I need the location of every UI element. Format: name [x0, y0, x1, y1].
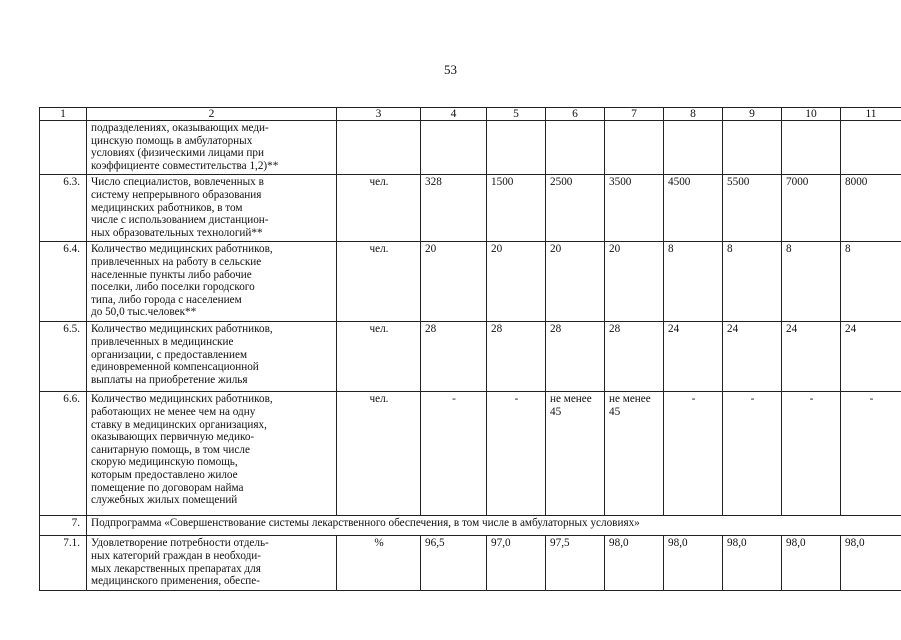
table-row: [40, 392, 901, 516]
value-cell: 98,0: [841, 536, 901, 590]
unit-cell: [337, 121, 421, 175]
row-number: 7.1.: [40, 536, 87, 590]
value-cell: не менее 45: [546, 392, 605, 516]
value-cell: 24: [664, 322, 723, 392]
value-cell: [664, 121, 723, 175]
header-cell: 1: [40, 108, 87, 121]
indicator-description: Количество медицинских работников, привлеченных в медицинские организации, с предоставлением единовременной компенсационной выплаты на приобретение жилья: [87, 322, 337, 392]
table-row: [40, 516, 901, 536]
row-number: 6.4.: [40, 242, 87, 322]
value-cell: 20: [605, 242, 664, 322]
value-cell: [487, 121, 546, 175]
value-cell: 98,0: [723, 536, 782, 590]
value-cell: 5500: [723, 175, 782, 242]
header-cell: 7: [605, 108, 664, 121]
header-cell: 5: [487, 108, 546, 121]
value-cell: [546, 121, 605, 175]
value-cell: 98,0: [782, 536, 841, 590]
value-cell: 8: [723, 242, 782, 322]
table-row: [40, 242, 901, 322]
table-row: [40, 175, 901, 242]
value-cell: 2500: [546, 175, 605, 242]
value-cell: 97,5: [546, 536, 605, 590]
unit-cell: чел.: [337, 242, 421, 322]
value-cell: 1500: [487, 175, 546, 242]
value-cell: 8: [841, 242, 901, 322]
value-cell: 8000: [841, 175, 901, 242]
value-cell: [841, 121, 901, 175]
header-cell: 4: [421, 108, 487, 121]
indicator-description: подразделениях, оказывающих меди- цинскую помощь в амбулаторных условиях (физическими лицами при коэффициенте совместительства 1,2)**: [87, 121, 337, 175]
value-cell: 24: [782, 322, 841, 392]
value-cell: 20: [421, 242, 487, 322]
value-cell: [782, 121, 841, 175]
value-cell: 28: [421, 322, 487, 392]
value-cell: -: [723, 392, 782, 516]
section-title: Подпрограмма «Совершенствование системы лекарственного обеспечения, в том числе в амбулаторных условиях»: [87, 516, 901, 536]
value-cell: 7000: [782, 175, 841, 242]
value-cell: 98,0: [664, 536, 723, 590]
value-cell: 20: [546, 242, 605, 322]
value-cell: не менее 45: [605, 392, 664, 516]
header-cell: 6: [546, 108, 605, 121]
value-cell: 3500: [605, 175, 664, 242]
header-cell: 8: [664, 108, 723, 121]
value-cell: 20: [487, 242, 546, 322]
indicator-description: Число специалистов, вовлеченных в систему непрерывного образования медицинских работников, в том числе с использованием дистанцион- ных образовательных технологий**: [87, 175, 337, 242]
table-row: [40, 322, 901, 392]
value-cell: [605, 121, 664, 175]
value-cell: 8: [664, 242, 723, 322]
unit-cell: чел.: [337, 392, 421, 516]
value-cell: -: [487, 392, 546, 516]
page-number: 53: [444, 62, 457, 77]
indicator-description: Удовлетворение потребности отдель- ных категорий граждан в необходи- мых лекарственных препаратах для медицинского применения, обеспе-: [87, 536, 337, 590]
value-cell: 8: [782, 242, 841, 322]
row-number: [40, 121, 87, 175]
value-cell: -: [841, 392, 901, 516]
indicators-table: [39, 107, 901, 591]
row-number: 6.6.: [40, 392, 87, 516]
row-number: 6.3.: [40, 175, 87, 242]
unit-cell: %: [337, 536, 421, 590]
value-cell: 28: [605, 322, 664, 392]
value-cell: 4500: [664, 175, 723, 242]
value-cell: [421, 121, 487, 175]
indicator-description: Количество медицинских работников, привлеченных на работу в сельские населенные пункты либо рабочие поселки, либо поселки городского типа, либо города с населением до 50,0 тыс.человек**: [87, 242, 337, 322]
value-cell: -: [664, 392, 723, 516]
value-cell: 24: [723, 322, 782, 392]
header-cell: 11: [841, 108, 901, 121]
table-row: [40, 121, 901, 175]
header-row: [40, 108, 901, 121]
value-cell: -: [421, 392, 487, 516]
header-cell: 3: [337, 108, 421, 121]
row-number: 6.5.: [40, 322, 87, 392]
unit-cell: чел.: [337, 322, 421, 392]
table-row: [40, 536, 901, 590]
value-cell: [723, 121, 782, 175]
value-cell: 97,0: [487, 536, 546, 590]
header-cell: 10: [782, 108, 841, 121]
value-cell: 96,5: [421, 536, 487, 590]
row-number: 7.: [40, 516, 87, 536]
unit-cell: чел.: [337, 175, 421, 242]
header-cell: 2: [87, 108, 337, 121]
value-cell: 28: [487, 322, 546, 392]
header-cell: 9: [723, 108, 782, 121]
value-cell: 98,0: [605, 536, 664, 590]
value-cell: -: [782, 392, 841, 516]
indicator-description: Количество медицинских работников, работающих не менее чем на одну ставку в медицинских организациях, оказывающих первичную медико- санитарную помощь, в том числе скорую медицинскую помощь, которым предоставлено жилое помещение по договорам найма служебных жилых помещений: [87, 392, 337, 516]
value-cell: 328: [421, 175, 487, 242]
value-cell: 28: [546, 322, 605, 392]
value-cell: 24: [841, 322, 901, 392]
